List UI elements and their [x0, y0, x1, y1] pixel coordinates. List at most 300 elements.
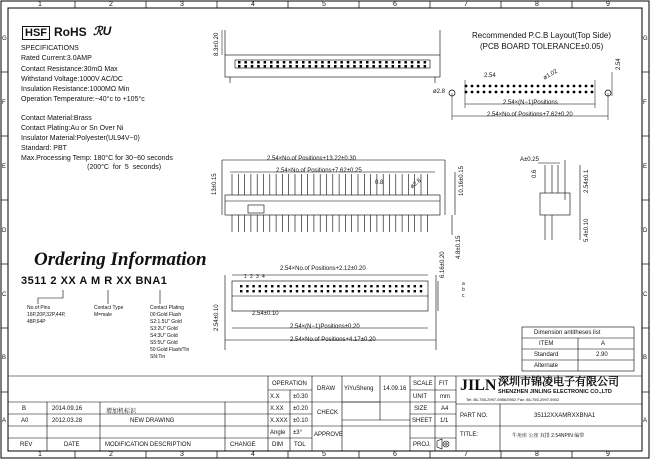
ul-logo: ℛU [93, 24, 112, 38]
spec-line: Withstand Voltage:1000V AC/DC [21, 76, 123, 83]
pin-mark [345, 290, 347, 292]
pcb-hole [519, 91, 522, 94]
pin-mark [328, 61, 331, 64]
pcb-hole [567, 85, 570, 88]
pcb-hole [465, 85, 468, 88]
material-line: Max.Processing Temp: 180°C for 30−60 seconds [21, 155, 173, 162]
pin-mark [398, 61, 401, 64]
pin-mark [251, 61, 254, 64]
pin-mark [333, 285, 335, 287]
pin-mark [321, 285, 323, 287]
pin-mark [308, 285, 310, 287]
pin-mark [417, 65, 420, 68]
row-label: A [2, 418, 7, 424]
pcb-dim: 2.54×No.of Positions+7.62±0.20 [487, 112, 573, 118]
pin-mark [414, 290, 416, 292]
pin-mark [238, 61, 241, 64]
pin-mark [296, 61, 299, 64]
bottom-dim: 2.54×No.of Positions+2.12±0.20 [280, 266, 366, 272]
material-line: Contact Material:Brass [21, 115, 92, 122]
pcb-hole [471, 91, 474, 94]
pcb-hole [555, 85, 558, 88]
pin-mark [321, 61, 324, 64]
dim-table-cell: A [601, 341, 606, 347]
bottom-dim: 2.54×(N−1)Positions±0.20 [290, 324, 360, 330]
col-label: 7 [464, 451, 468, 458]
tb-sheet-val: 1/1 [440, 418, 449, 424]
pin-label: 4 [262, 274, 265, 280]
pcb-hole [513, 85, 516, 88]
pin-mark [315, 65, 318, 68]
col-label: 6 [393, 451, 397, 458]
company-phone: Tel: 86-755-2997-5956/5902 Fax: 86-755-2997-5902 [466, 397, 560, 402]
pin-mark [364, 290, 366, 292]
pin-mark [277, 290, 279, 292]
material-line: (200°C for 5 seconds) [21, 164, 162, 171]
pin-mark [420, 285, 422, 287]
pin-mark [265, 290, 267, 292]
pin-mark [372, 65, 375, 68]
material-line: Contact Plating:Au or Sn Over Ni [21, 125, 124, 132]
contact-type: M=male [94, 312, 112, 318]
pcb-hole [507, 91, 510, 94]
pcb-hole [543, 85, 546, 88]
col-label: 5 [322, 1, 326, 8]
pin-mark [283, 61, 286, 64]
tb-size: SIZE [414, 406, 428, 412]
pin-mark [270, 65, 273, 68]
col-label: 2 [109, 451, 113, 458]
pin-mark [389, 290, 391, 292]
row-label: C [643, 292, 648, 298]
company-logo: JILN [460, 377, 497, 394]
bottom-dim: 2.54±0.10 [214, 304, 220, 331]
pcb-hole [525, 85, 528, 88]
pin-mark [302, 290, 304, 292]
pcb-title: Recommended P.C.B Layout(Top Side) [472, 31, 612, 40]
pin-mark [302, 61, 305, 64]
pin-mark [360, 61, 363, 64]
pin-mark [360, 65, 363, 68]
front-dim: 10.16±0.15 [459, 166, 465, 196]
pin-mark [352, 285, 354, 287]
pcb-dim: ø2.8 [433, 89, 446, 95]
pin-mark [314, 290, 316, 292]
col-label: 3 [180, 451, 184, 458]
row-label: B [2, 355, 7, 361]
pin-mark [366, 65, 369, 68]
pcb-hole [573, 91, 576, 94]
side-dim: 5.4±0.10 [584, 218, 590, 242]
company-cn: 深圳市锦凌电子有限公司 [498, 376, 619, 388]
pcb-hole [543, 91, 546, 94]
top-view-pins [238, 61, 426, 68]
rev-desc: 增加机标识 [106, 409, 137, 415]
tb-scale: SCALE [413, 381, 433, 387]
pin-mark [270, 61, 273, 64]
row-label: F [2, 100, 6, 106]
pin-mark [395, 290, 397, 292]
row-letter: c [462, 293, 465, 299]
pin-mark [314, 285, 316, 287]
spec-line: Operation Temperature:−40°c to +105°c [21, 96, 145, 103]
contact-plating: S2:1.5U" Gold [150, 319, 182, 325]
pcb-hole [513, 91, 516, 94]
pin-mark [370, 285, 372, 287]
ordering-code: 3511 2 XX A M R XX BNA1 [21, 275, 168, 287]
tb-a4: A4 [441, 406, 449, 412]
tb-dim: DIM [272, 442, 283, 448]
pin-mark [315, 61, 318, 64]
col-label: 9 [606, 451, 610, 458]
pcb-hole [525, 91, 528, 94]
pcb-hole [555, 91, 558, 94]
pin-mark [283, 290, 285, 292]
material-line: Insulator Material:Polyester(UL94V−0) [21, 135, 140, 142]
row-label: D [2, 228, 7, 234]
tb-tol-label: X.XX [270, 406, 284, 412]
rev-desc: NEW DRAWING [130, 418, 175, 424]
col-label: 7 [464, 1, 468, 8]
pin-mark [383, 290, 385, 292]
tb-tol-value: ±0.20 [293, 406, 308, 412]
contact-plating: 50:Gold Flash/Tin [150, 347, 190, 353]
material-line: Standard: PBT [21, 145, 67, 152]
pin-mark [398, 65, 401, 68]
pcb-hole [465, 91, 468, 94]
pin-mark [376, 290, 378, 292]
pcb-hole [477, 91, 480, 94]
pin-mark [385, 61, 388, 64]
row-label: G [643, 36, 648, 42]
side-dim: 2.54±0.1 [584, 169, 590, 193]
pin-mark [327, 290, 329, 292]
pin-mark [276, 65, 279, 68]
rev-head: REV [20, 442, 33, 448]
side-view [538, 160, 580, 240]
side-dim: A±0.25 [520, 157, 539, 163]
pin-mark [392, 61, 395, 64]
tb-title-val: 牛角座 公座 双排 2.54NPIN 编带 [512, 433, 585, 439]
pin-label: 2 [250, 274, 253, 280]
bottom-dim: 6.16±0.20 [440, 251, 446, 278]
pin-mark [366, 61, 369, 64]
rev-letter: A0 [21, 418, 29, 424]
col-label: 5 [322, 451, 326, 458]
col-label: 6 [393, 1, 397, 8]
row-label: G [2, 36, 7, 42]
pin-mark [240, 290, 242, 292]
pcb-hole [537, 91, 540, 94]
tb-operation: OPERATION [272, 381, 307, 387]
pin-mark [328, 65, 331, 68]
pin-mark [395, 285, 397, 287]
ordering-title: Ordering Information [34, 249, 207, 270]
pcb-hole [489, 91, 492, 94]
row-label: F [643, 100, 647, 106]
rev-date: 2014.09.16 [52, 406, 83, 412]
tb-tol-label: X.XXX [270, 418, 288, 424]
pin-mark [352, 290, 354, 292]
row-label: C [2, 292, 7, 298]
contact-type: Contact Type [94, 305, 124, 311]
row-label: E [2, 164, 7, 170]
pin-mark [251, 65, 254, 68]
pin-mark [289, 65, 292, 68]
no-of-pins: No.of Pins [27, 305, 51, 311]
pin-mark [347, 61, 350, 64]
pin-mark [340, 61, 343, 64]
col-label: 1 [38, 1, 42, 8]
pcb-hole [507, 85, 510, 88]
contact-plating: S4:3U" Gold [150, 333, 178, 339]
pcb-hole [549, 85, 552, 88]
pin-mark [376, 285, 378, 287]
tb-mm: mm [440, 394, 450, 400]
hsf-logo: HSF [22, 26, 50, 40]
pcb-hole [561, 91, 564, 94]
tb-tol-label: X.X [270, 394, 280, 400]
pin-mark [345, 285, 347, 287]
tb-drawer: YiYuSheng [344, 386, 374, 392]
pin-mark [308, 65, 311, 68]
pin-mark [404, 65, 407, 68]
tb-tol-value: ±0.30 [293, 394, 308, 400]
pcb-hole [585, 85, 588, 88]
pin-mark [296, 290, 298, 292]
pin-mark [244, 65, 247, 68]
tb-tol-label: Angle [270, 430, 286, 436]
col-label: 3 [180, 1, 184, 8]
pin-mark [334, 61, 337, 64]
pcb-hole [567, 91, 570, 94]
pin-mark [401, 285, 403, 287]
pin-mark [271, 290, 273, 292]
pin-mark [259, 290, 261, 292]
row-letter: b [462, 287, 465, 293]
row-label: B [643, 355, 648, 361]
pin-mark [407, 285, 409, 287]
pin-mark [340, 65, 343, 68]
pin-mark [321, 290, 323, 292]
pin-mark [257, 61, 260, 64]
pin-mark [290, 290, 292, 292]
pin-mark [379, 61, 382, 64]
front-dim: 2.54×No.of Positions+7.62±0.25 [276, 168, 362, 174]
tb-fit: FIT [439, 381, 448, 387]
pin-mark [353, 65, 356, 68]
pin-mark [271, 285, 273, 287]
pcb-hole [501, 91, 504, 94]
pcb-hole [531, 85, 534, 88]
pin-mark [296, 285, 298, 287]
pcb-subtitle: (PCB BOARD TOLERANCE±0.05) [480, 42, 604, 51]
front-dim: 0.8 [375, 180, 384, 186]
pin-mark [308, 290, 310, 292]
tb-tol-value: ±0.10 [293, 418, 308, 424]
pin-mark [246, 285, 248, 287]
pin-mark [252, 290, 254, 292]
pin-mark [401, 290, 403, 292]
pin-mark [420, 290, 422, 292]
row-label: E [643, 164, 648, 170]
pin-mark [308, 61, 311, 64]
spec-line: Contact Resistance:30mΩ Max [21, 66, 118, 73]
tb-unit: UNIT [413, 394, 427, 400]
no-of-pins: 48P,64P [27, 319, 46, 325]
pin-mark [339, 285, 341, 287]
pin-mark [264, 65, 267, 68]
pin-mark [240, 285, 242, 287]
pin-mark [265, 285, 267, 287]
col-label: 8 [535, 1, 539, 8]
bottom-dim: 2.54×No.of Positions+4.17±0.20 [290, 337, 376, 343]
pin-mark [389, 285, 391, 287]
pin-mark [379, 65, 382, 68]
pin-mark [290, 285, 292, 287]
pin-mark [289, 61, 292, 64]
rev-date: 2012.03.28 [52, 418, 83, 424]
pcb-dim: ø1.02 [542, 68, 559, 82]
pin-mark [277, 285, 279, 287]
col-label: 9 [606, 1, 610, 8]
pcb-hole [537, 85, 540, 88]
spec-line: Rated Current:3.0AMP [21, 55, 92, 62]
contact-plating: SN:Tin [150, 354, 166, 360]
no-of-pins: 16P,20P,32P,44P, [27, 312, 66, 318]
pin-mark [302, 65, 305, 68]
top-view-dim: 8.3±0.20 [214, 32, 220, 56]
pin-mark [259, 285, 261, 287]
dim-table-cell: 2.90 [596, 352, 608, 358]
col-label: 1 [38, 451, 42, 458]
pcb-hole [585, 91, 588, 94]
row-letter: a [462, 281, 465, 287]
tb-part-no: 35112XXAMRXXBNA1 [534, 413, 596, 419]
front-dim: ø2.8 [409, 177, 423, 191]
dim-table-cell: Standard [534, 352, 559, 358]
pin-mark [411, 65, 414, 68]
pcb-hole [471, 85, 474, 88]
tb-date: 14.09.16 [383, 386, 407, 392]
top-view [225, 30, 440, 83]
spec-line: Insulation Resistance:1000MΩ Min [21, 86, 130, 93]
pcb-hole [573, 85, 576, 88]
pin-mark [372, 61, 375, 64]
pcb-hole [591, 91, 594, 94]
pin-label: 1 [244, 274, 247, 280]
pin-mark [385, 65, 388, 68]
tb-sheet: SHEET [412, 418, 433, 424]
tb-approve: APPROVE [314, 432, 344, 438]
pin-mark [404, 61, 407, 64]
pin-mark [238, 65, 241, 68]
pcb-hole [561, 85, 564, 88]
pcb-dim: 2.54 [484, 73, 496, 79]
dim-table-cell: Alternate [534, 363, 559, 369]
contact-plating: S5:5U" Gold [150, 340, 178, 346]
front-view-pins [232, 174, 427, 232]
pcb-hole [483, 85, 486, 88]
pin-mark [424, 65, 427, 68]
pcb-hole [579, 91, 582, 94]
col-label: 4 [251, 451, 255, 458]
contact-plating: 00:Gold Flash [150, 312, 182, 318]
pcb-hole [489, 85, 492, 88]
row-label: D [643, 228, 648, 234]
pin-mark [339, 290, 341, 292]
company-en: SHENZHEN JINLING ELECTRONIC CO.,LTD [498, 389, 612, 395]
tb-draw: DRAW [317, 386, 336, 392]
pin-mark [327, 285, 329, 287]
rev-head: CHANGE [230, 442, 256, 448]
pin-mark [353, 61, 356, 64]
tb-part-no-label: PART NO. [460, 413, 488, 419]
rev-head: DATE [64, 442, 80, 448]
pin-mark [333, 290, 335, 292]
pcb-hole [591, 85, 594, 88]
pin-mark [370, 290, 372, 292]
pin-mark [246, 290, 248, 292]
pin-mark [276, 61, 279, 64]
pcb-hole [549, 91, 552, 94]
rev-head: MODIFICATION DESCRIPTION [105, 442, 191, 448]
pcb-hole [531, 91, 534, 94]
col-label: 2 [109, 1, 113, 8]
pcb-hole [519, 85, 522, 88]
pcb-hole [579, 85, 582, 88]
specs-title: SPECIFICATIONS [21, 45, 79, 52]
pin-mark [347, 65, 350, 68]
front-dim: 13±0.15 [212, 173, 218, 195]
pin-mark [364, 285, 366, 287]
side-dim: 0.6 [532, 169, 538, 178]
rohs-logo: RoHS [54, 25, 87, 39]
pin-mark [257, 65, 260, 68]
pcb-holes [465, 85, 594, 94]
front-dim: 2.54×No.of Positions+13.22±0.30 [267, 156, 357, 162]
pcb-hole [495, 91, 498, 94]
rev-letter: B [22, 406, 27, 412]
pin-mark [392, 65, 395, 68]
bottom-dim: 2.54±0.10 [252, 311, 279, 317]
dim-table-cell: ITEM [539, 341, 554, 347]
pin-mark [424, 61, 427, 64]
ordering-leaders [38, 290, 160, 304]
tb-tol-value: ±3° [293, 430, 303, 436]
pin-mark [414, 285, 416, 287]
dim-table-title: Dimension antitheses list [534, 330, 601, 336]
tb-check: CHECK [317, 410, 339, 416]
tb-proj: PROJ. [413, 442, 431, 448]
pin-label: 3 [256, 274, 259, 280]
pin-mark [283, 285, 285, 287]
pin-mark [244, 61, 247, 64]
contact-plating: Contact Plating [150, 305, 184, 311]
bottom-view-pins [240, 285, 422, 292]
pin-mark [252, 285, 254, 287]
projection-symbol-icon [437, 439, 449, 449]
pin-mark [302, 285, 304, 287]
contact-plating: S3:2U" Gold [150, 326, 178, 332]
pin-mark [358, 290, 360, 292]
tb-title-label: TITLE: [460, 432, 479, 438]
pcb-hole [501, 85, 504, 88]
pcb-dim: 2.54×(N−1)Positions [503, 100, 558, 106]
pin-mark [407, 290, 409, 292]
col-label: 4 [251, 1, 255, 8]
pin-mark [417, 61, 420, 64]
